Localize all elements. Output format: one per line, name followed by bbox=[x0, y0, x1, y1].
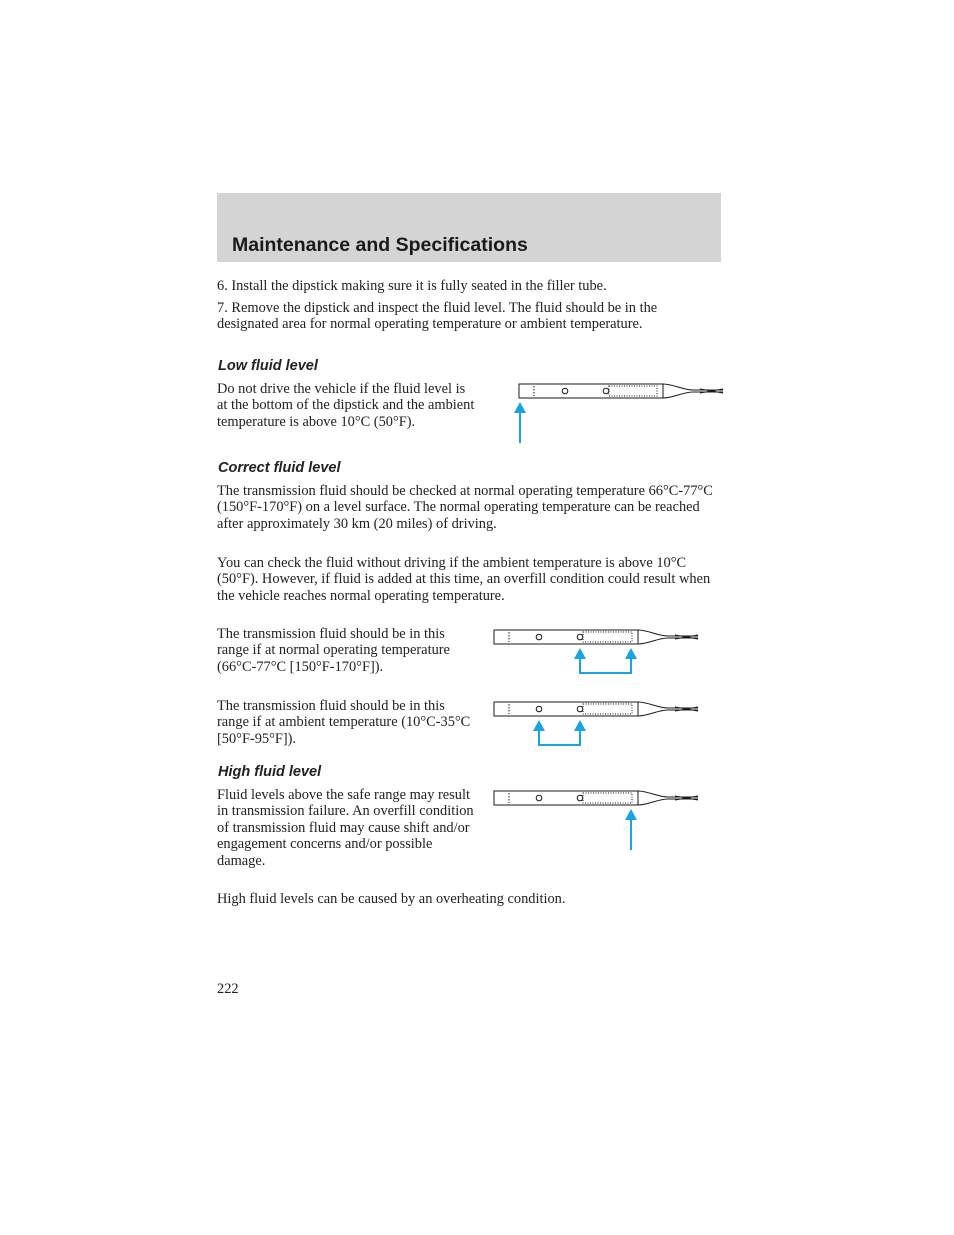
correct-fluid-para-2: You can check the fluid without driving if the ambient temperature is above 10°C (50°F). However, if fluid is added at this time, an overfill condition could result when the vehicle reaches normal operating temperature. bbox=[217, 555, 711, 604]
normal-range-text: The transmission fluid should be in this range if at normal operating temperature (66°C-77°C [150°F-170°F]). bbox=[217, 626, 450, 675]
correct-fluid-heading: Correct fluid level bbox=[218, 460, 341, 476]
dipstick-high-level-figure bbox=[480, 780, 705, 852]
high-fluid-text: Fluid levels above the safe range may result in transmission failure. An overfill condition of transmission fluid may cause shift and/or engagement concerns and/or possible damage. bbox=[217, 787, 474, 869]
dipstick-normal-range-figure bbox=[480, 620, 705, 680]
page-number: 222 bbox=[217, 981, 239, 997]
low-fluid-text: Do not drive the vehicle if the fluid level is at the bottom of the dipstick and the ambient temperature is above 10°C (50°F). bbox=[217, 381, 475, 430]
range-arrows-icon bbox=[574, 648, 637, 673]
ambient-range-text: The transmission fluid should be in this range if at ambient temperature (10°C-35°C [50°F-95°F]). bbox=[217, 698, 471, 747]
level-arrow-icon bbox=[625, 809, 637, 850]
correct-fluid-para-1: The transmission fluid should be checked at normal operating temperature 66°C-77°C (150°F-170°F) on a level surface. The normal operating temperature can be reached after approximately 30 km (20 miles) of driving. bbox=[217, 483, 713, 532]
dipstick-icon bbox=[519, 384, 723, 398]
dipstick-icon bbox=[494, 791, 698, 805]
level-arrow-icon bbox=[514, 402, 526, 443]
range-arrows-icon bbox=[533, 720, 586, 745]
low-fluid-heading: Low fluid level bbox=[218, 358, 318, 374]
section-header-band bbox=[217, 193, 721, 262]
step-7: 7. Remove the dipstick and inspect the fluid level. The fluid should be in the designated area for normal operating temperature or ambient temperature. bbox=[217, 300, 658, 333]
dipstick-icon bbox=[494, 630, 698, 644]
step-6: 6. Install the dipstick making sure it is fully seated in the filler tube. bbox=[217, 278, 607, 294]
high-fluid-cause: High fluid levels can be caused by an overheating condition. bbox=[217, 891, 566, 907]
high-fluid-heading: High fluid level bbox=[218, 764, 322, 780]
dipstick-ambient-range-figure bbox=[480, 691, 705, 751]
section-title: Maintenance and Specifications bbox=[232, 234, 528, 256]
dipstick-icon bbox=[494, 702, 698, 716]
dipstick-low-level-figure bbox=[505, 375, 730, 447]
